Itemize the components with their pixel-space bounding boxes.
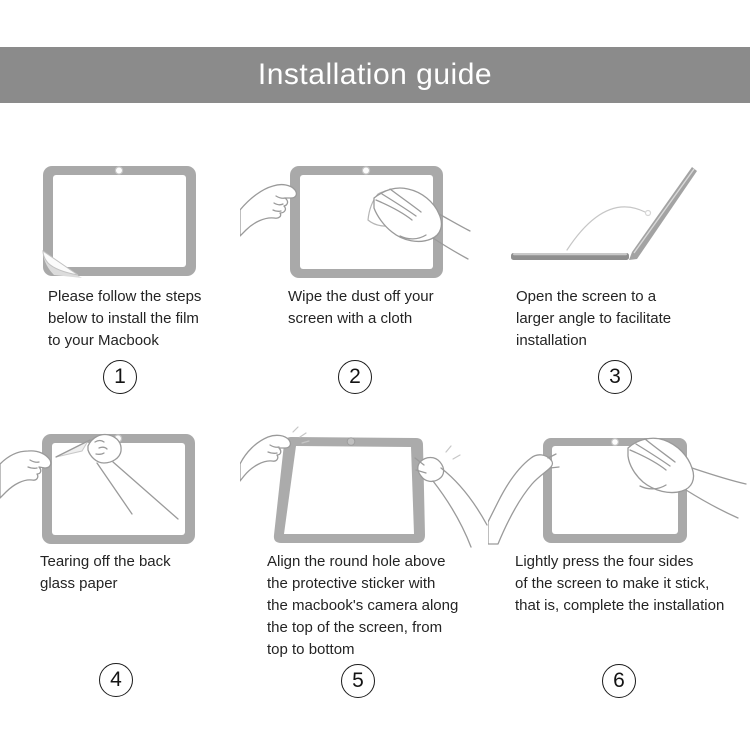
press-screen-sides-icon (488, 424, 750, 559)
step-2-number-badge: 2 (338, 360, 372, 394)
wipe-screen-cloth-icon (240, 158, 480, 293)
step-6-number-badge: 6 (602, 664, 636, 698)
step-2-caption: Wipe the dust off your screen with a cloth (288, 288, 434, 327)
film-peel-screen-icon (38, 162, 198, 280)
open-laptop-angle-icon (495, 152, 715, 272)
step-5-caption: Align the round hole above the protective sticker with the macbook's camera along the top of the screen, from top to bottom (267, 553, 459, 658)
tear-back-paper-icon (0, 424, 245, 559)
align-film-two-hands-icon (240, 424, 495, 559)
step-1-caption: Please follow the steps below to install the film to your Macbook (48, 288, 202, 349)
step-3-number-badge: 3 (598, 360, 632, 394)
header-banner (0, 47, 750, 103)
step-5-number-badge: 5 (341, 664, 375, 698)
step-4-caption: Tearing off the back glass paper (40, 553, 171, 592)
step-3-caption: Open the screen to a larger angle to facilitate installation (516, 288, 672, 349)
step-4-number-badge: 4 (99, 663, 133, 697)
step-1-number-badge: 1 (103, 360, 137, 394)
page-title: Installation guide (257, 58, 493, 91)
step-6-caption: Lightly press the four sides of the screen to make it stick, that is, complete the installation (515, 553, 725, 614)
